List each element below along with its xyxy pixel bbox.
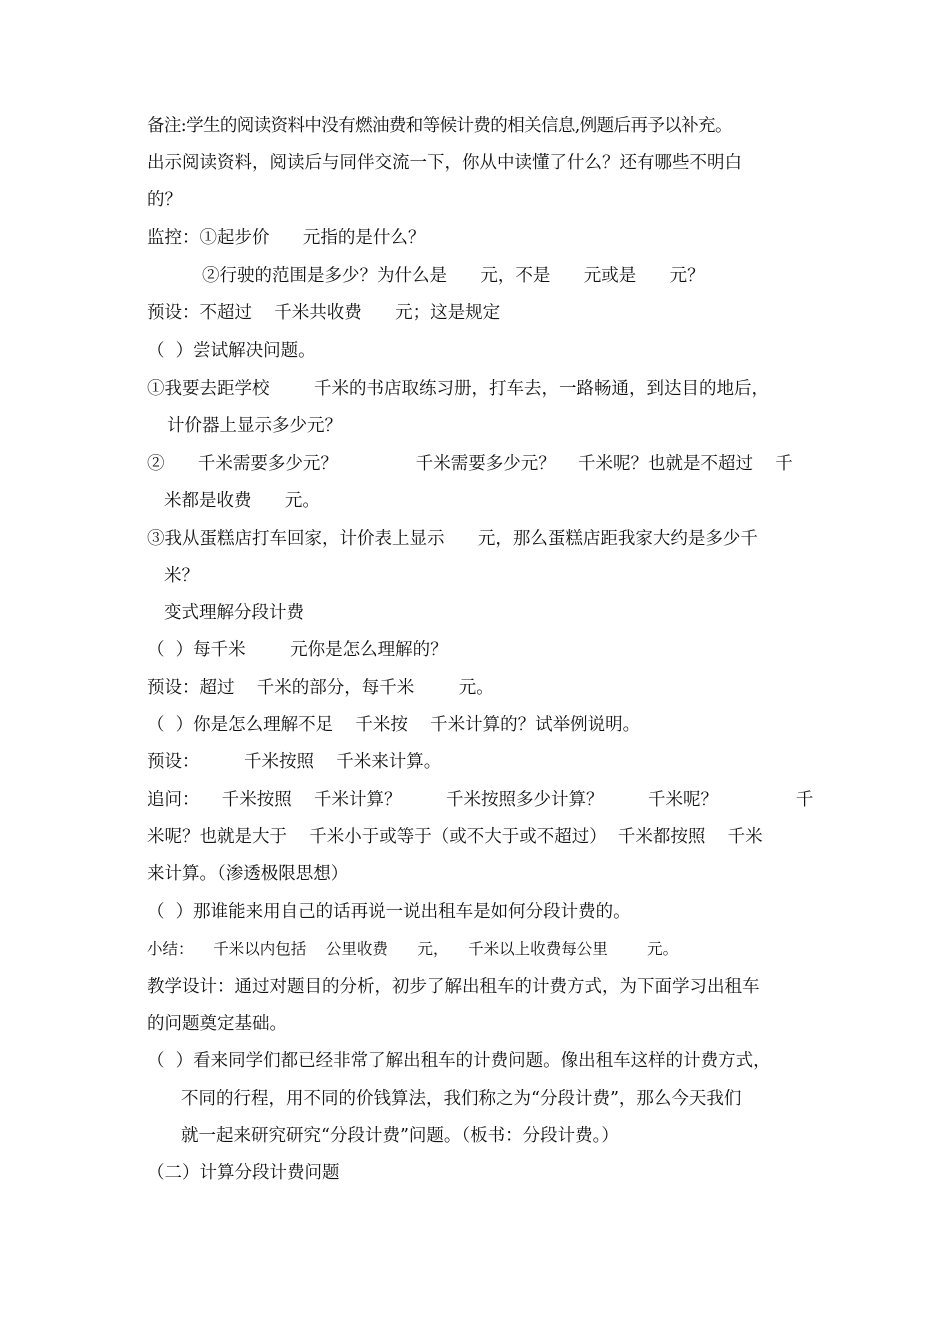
summary-line: 小结： 千米以内包括 公里收费 元， 千米以上收费每公里 元。 <box>147 940 679 958</box>
follow-up-line-2: 米呢？也就是大于 千米小于或等于（或不大于或不超过） 千米都按照 千米 <box>147 827 763 847</box>
problem-1-line-1: ①我要去距学校 千米的书店取练习册，打车去，一路畅通，到达目的地后， <box>147 379 769 399</box>
intro-line-2: 不同的行程，用不同的价钱算法，我们称之为“分段计费”，那么今天我们 <box>181 1089 742 1109</box>
preset-per-km: 预设：超过 千米的部分，每千米 元。 <box>147 678 494 698</box>
problem-3-line-1: ③我从蛋糕店打车回家，计价表上显示 元，那么蛋糕店距我家大约是多少千 <box>147 529 758 549</box>
monitor-question-1: 监控：①起步价 元指的是什么？ <box>147 228 426 248</box>
problem-2-line-2: 米都是收费 元。 <box>164 491 320 511</box>
design-note-line-1: 教学设计：通过对题目的分析，初步了解出租车的计费方式，为下面学习出租车 <box>147 977 760 997</box>
intro-line-3: 就一起来研究研究“分段计费”问题。（板书：分段计费。） <box>181 1126 619 1146</box>
insufficient-km-question: （ ）你是怎么理解不足 千米按 千米计算的？试举例说明。 <box>147 715 641 735</box>
reading-instruction-line-2: 的？ <box>147 190 182 210</box>
problem-2-line-1: ② 千米需要多少元？ 千米需要多少元？ 千米呢？也就是不超过 千 <box>147 454 793 474</box>
remark-line: 备注:学生的阅读资料中没有燃油费和等候计费的相关信息,例题后再予以补充。 <box>147 116 732 136</box>
follow-up-line-1: 追问： 千米按照 千米计算？ 千米按照多少计算？ 千米呢？ 千 <box>147 790 814 810</box>
problem-3-line-2: 米？ <box>164 566 199 586</box>
design-note-line-2: 的问题奠定基础。 <box>147 1014 287 1034</box>
follow-up-line-3: 来计算。（渗透极限思想） <box>147 864 349 884</box>
monitor-question-2: ②行驶的范围是多少？为什么是 元，不是 元或是 元？ <box>202 266 705 286</box>
per-km-question: （ ）每千米 元你是怎么理解的？ <box>147 640 448 660</box>
intro-line-1: （ ）看来同学们都已经非常了解出租车的计费问题。像出租车这样的计费方式， <box>147 1051 771 1071</box>
retell-question: （ ）那谁能来用自己的话再说一说出租车是如何分段计费的。 <box>147 902 631 922</box>
variant-heading: 变式理解分段计费 <box>164 603 304 623</box>
try-solve-heading: （ ）尝试解决问题。 <box>147 341 316 361</box>
problem-1-line-2: 计价器上显示多少元？ <box>167 416 342 436</box>
section-heading-two: （二）计算分段计费问题 <box>147 1163 340 1183</box>
preset-insufficient-km: 预设： 千米按照 千米来计算。 <box>147 752 442 772</box>
reading-instruction-line-1: 出示阅读资料，阅读后与同伴交流一下，你从中读懂了什么？还有哪些不明白 <box>147 153 742 173</box>
preset-answer-line: 预设：不超过 千米共收费 元；这是规定 <box>147 303 501 323</box>
